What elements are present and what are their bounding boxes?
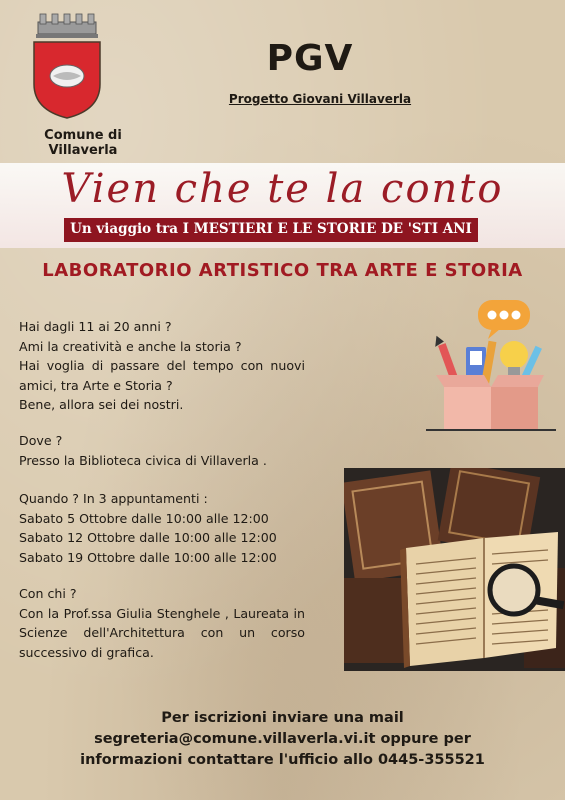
- municipal-crest-icon: [30, 12, 104, 120]
- banner-title: Vien che te la conto: [61, 166, 504, 212]
- banner-subtitle: Un viaggio tra I MESTIERI E LE STORIE DE 'STI ANI: [70, 221, 472, 237]
- intro-line: Hai dagli 11 ai 20 anni ?: [19, 319, 172, 334]
- comune-name: Comune di Villaverla: [44, 128, 122, 158]
- who-block: [19, 584, 305, 662]
- when-block: [19, 489, 305, 567]
- when-heading: Quando ? In 3 appuntamenti :: [19, 491, 208, 506]
- who-text: Con la Prof.ssa Giulia Stenghele , Laureata in Scienze dell'Architettura con un corso successivo di grafica.: [19, 605, 305, 660]
- org-full-name: Progetto Giovani Villaverla: [228, 92, 412, 106]
- date-item: Sabato 5 Ottobre dalle 10:00 alle 12:00: [19, 510, 269, 526]
- where-text: Presso la Biblioteca civica di Villaverla .: [19, 452, 267, 468]
- date-item: Sabato 19 Ottobre dalle 10:00 alle 12:00: [19, 549, 277, 565]
- footer-contact: [40, 708, 525, 771]
- who-heading: Con chi ?: [19, 586, 77, 601]
- lab-title: LABORATORIO ARTISTICO TRA ARTE E STORIA: [42, 260, 523, 281]
- where-heading: Dove ?: [19, 433, 63, 448]
- intro-line: Bene, allora sei dei nostri.: [19, 397, 184, 412]
- art-supplies-box-icon: [426, 297, 556, 432]
- date-item: Sabato 12 Ottobre dalle 10:00 alle 12:00: [19, 530, 277, 545]
- old-books-magnifier-photo: [344, 468, 565, 671]
- footer-phone-line: informazioni contattare l'ufficio allo 0445-355521: [80, 752, 485, 768]
- footer-email-line: segreteria@comune.villaverla.vi.it oppure per: [94, 731, 471, 747]
- intro-line: Ami la creatività e anche la storia ?: [19, 338, 242, 354]
- footer-line: Per iscrizioni inviare una mail: [161, 710, 404, 726]
- org-acronym: PGV: [266, 38, 354, 79]
- intro-block: [19, 317, 305, 415]
- where-block: [19, 431, 305, 470]
- intro-line: Hai voglia di passare del tempo con nuovi amici, tra Arte e Storia ?: [19, 358, 305, 393]
